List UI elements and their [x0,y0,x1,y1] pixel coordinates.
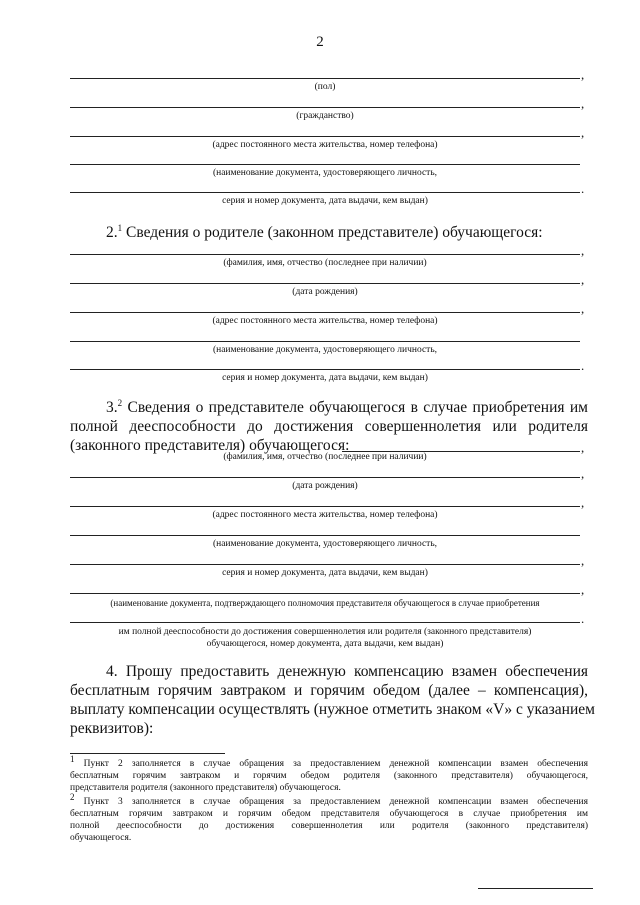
caption-rep-authority: (наименование документа, подтверждающего полномочия представителя обучающегося в случае приобретения [110,598,540,608]
caption-rep-id-document: (наименование документа, удостоверяющего личность, [212,539,438,549]
footnote-1 [70,753,588,794]
section2-number: 2. [106,224,118,241]
line-period: . [581,611,585,626]
page-number: 2 [316,34,324,50]
line-comma: , [581,67,585,82]
caption-id-details: серия и номер документа, дата выдачи, кем выдан) [222,196,428,206]
line-comma: , [581,272,585,287]
footnote-2-mark: 2 [70,791,75,802]
caption-rep-authority-3: обучающегося, номер документа, дата выдачи, кем выдан) [206,639,444,649]
section4-line-4: реквизитов): [70,720,154,737]
footnote-1-line-2: бесплатным горячим завтраком и горячим обедом родителя (законного представителя) обучающегося, [70,771,588,781]
section4-line-2: бесплатным горячим завтраком и горячим обедом (далее – компенсация), [70,682,588,699]
field-line-rep-address[interactable] [70,506,580,507]
field-line-rep-id-document[interactable] [70,535,580,536]
caption-parent-name: (фамилия, имя, отчество (последнее при наличии) [223,258,427,268]
line-comma: , [581,243,585,258]
field-line-parent-birthdate[interactable] [70,283,580,284]
footnote-separator [70,753,225,754]
footnote-ref-1: 1 [117,222,123,233]
field-line-gender[interactable] [70,78,580,79]
section3-line-3: (законного представителя) обучающегося: [70,437,350,454]
footnote-ref-2: 2 [117,397,123,408]
section3-number: 3. [106,399,118,416]
line-comma: , [581,466,585,481]
section2-heading [106,223,543,242]
footnote-1-line-1: $^1$ Пункт 2 заполняется в случае обращения за предоставлением денежной компенсации взамен обеспечения [70,753,588,769]
footnote-2-line-4: обучающегося. [70,833,132,843]
line-comma: , [581,96,585,111]
caption-rep-authority-2: им полной дееспособности до достижения совершеннолетия или родителя (законного представителя) [118,627,532,637]
caption-parent-id-details: серия и номер документа, дата выдачи, кем выдан) [222,373,428,383]
caption-rep-address: (адрес постоянного места жительства, номер телефона) [212,510,438,520]
line-period: . [581,181,585,196]
section3-paragraph [70,398,588,455]
line-comma: , [581,125,585,140]
footnote-2 [70,791,588,844]
field-line-citizenship[interactable] [70,107,580,108]
field-line-address[interactable] [70,136,580,137]
caption-rep-id-details: серия и номер документа, дата выдачи, кем выдан) [222,568,428,578]
caption-rep-name: (фамилия, имя, отчество (последнее при наличии) [223,452,427,462]
section3-line-2: полной дееспособности до достижения совершеннолетия или родителя [70,418,588,435]
field-line-parent-address[interactable] [70,312,580,313]
caption-id-document: (наименование документа, удостоверяющего личность, [212,168,438,178]
line-comma: , [581,553,585,568]
caption-gender: (пол) [314,82,336,92]
caption-address: (адрес постоянного места жительства, номер телефона) [212,140,438,150]
field-line-id-document[interactable] [70,164,580,165]
line-comma: , [581,440,585,455]
field-line-rep-authority-2[interactable] [70,622,580,623]
footnote-2-line-2: бесплатным горячим завтраком и горячим обедом представителя обучающегося в случае приобретения им [70,809,588,819]
footnote-2-line-1: $^2$ Пункт 3 заполняется в случае обращения за предоставлением денежной компенсации взамен обеспечения [70,791,588,807]
line-comma: , [581,301,585,316]
section2-title: Сведения о родителе (законном представителе) обучающегося: [122,224,543,241]
line-comma: , [581,495,585,510]
field-line-id-details[interactable] [70,192,580,193]
caption-parent-birthdate: (дата рождения) [292,287,358,297]
section4-line-1: 4. Прошу предоставить денежную компенсацию взамен обеспечения [106,663,588,680]
field-line-parent-id-details[interactable] [70,369,580,370]
field-line-parent-name[interactable] [70,254,580,255]
line-comma: , [581,582,585,597]
caption-rep-birthdate: (дата рождения) [292,481,358,491]
footnote-1-mark: 1 [70,753,75,764]
field-line-rep-authority[interactable] [70,593,580,594]
line-period: . [581,358,585,373]
caption-citizenship: (гражданство) [296,111,354,121]
section4-line-3: выплату компенсации осуществлять (нужное отметить знаком «V» с указанием [70,701,595,718]
caption-parent-address: (адрес постоянного места жительства, номер телефона) [212,316,438,326]
section3-line-1: 3.$^2$ Сведения о представителе обучающегося в случае приобретения им [106,397,588,416]
caption-parent-id-document: (наименование документа, удостоверяющего личность, [212,345,438,355]
field-line-rep-birthdate[interactable] [70,477,580,478]
footnote-1-line-3: представителя родителя (законного представителя) обучающегося. [70,783,341,793]
section4-paragraph [70,662,595,738]
footnote-2-line-3: полной дееспособности до достижения совершеннолетия или родителя (законного представителя) [70,821,588,831]
field-line-rep-id-details[interactable] [70,564,580,565]
bottom-rule [478,888,593,889]
field-line-parent-id-document[interactable] [70,341,580,342]
